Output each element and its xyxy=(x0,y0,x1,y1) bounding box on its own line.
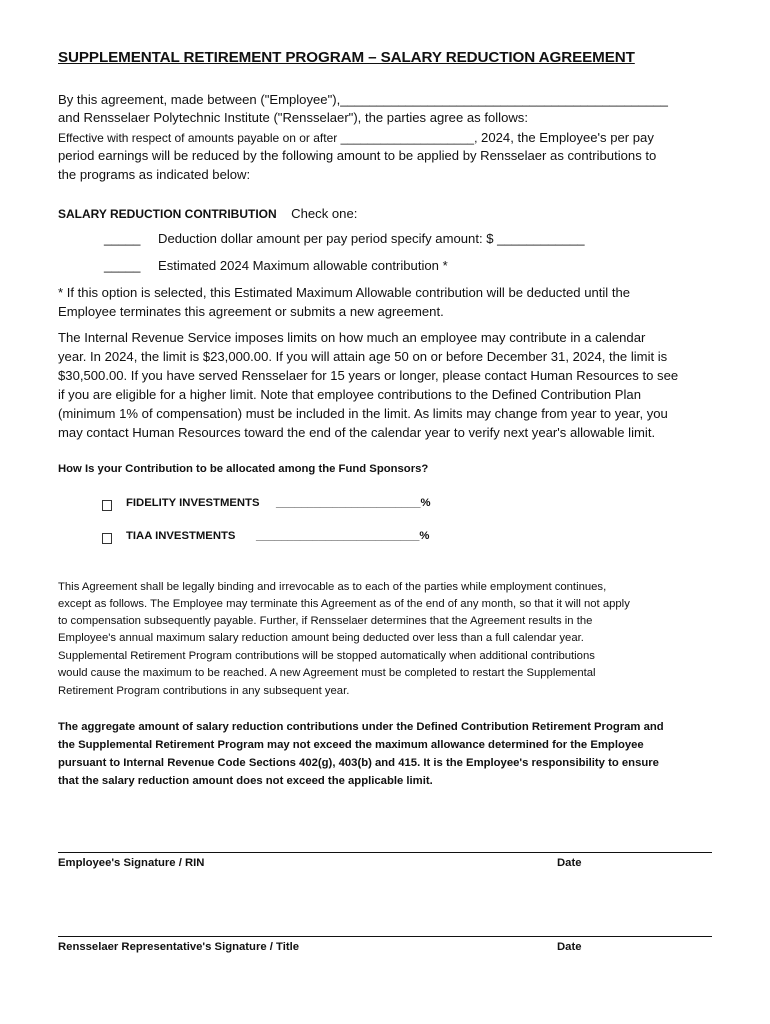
fidelity-percent-field[interactable]: _______________________% xyxy=(276,497,431,509)
representative-date-label: Date xyxy=(557,941,582,953)
binding-line: to compensation subsequently payable. Further, if Rensselaer determines that the Agreement results in the xyxy=(58,615,593,627)
binding-line: Employee's annual maximum salary reduction amount being deducted over less than a full calendar year. xyxy=(58,632,584,644)
contribution-heading: SALARY REDUCTION CONTRIBUTION xyxy=(58,207,277,221)
intro-line-effective xyxy=(58,129,654,147)
tiaa-checkbox[interactable] xyxy=(102,530,112,548)
check-one-label: Check one: xyxy=(291,206,358,221)
employee-signature-line[interactable] xyxy=(58,852,712,853)
irs-line: if you are eligible for a higher limit. Note that employee contributions to the Defined Contribution Plan xyxy=(58,387,641,402)
binding-line: except as follows. The Employee may terminate this Agreement as of the end of any month, so that it will not apply xyxy=(58,598,630,610)
binding-line: Retirement Program contributions in any subsequent year. xyxy=(58,685,350,697)
aggregate-line: that the salary reduction amount does not exceed the applicable limit. xyxy=(58,775,433,787)
tiaa-label: TIAA INVESTMENTS xyxy=(126,530,236,542)
aggregate-line: pursuant to Internal Revenue Code Sections 402(g), 403(b) and 415. It is the Employee's responsibility to ensure xyxy=(58,757,659,769)
document-title: SUPPLEMENTAL RETIREMENT PROGRAM – SALARY REDUCTION AGREEMENT xyxy=(58,49,635,66)
irs-line: The Internal Revenue Service imposes limits on how much an employee may contribute in a calendar xyxy=(58,330,646,345)
contribution-heading-row xyxy=(58,205,357,223)
intro-line-parties: and Rensselaer Polytechnic Institute ("Rensselaer"), the parties agree as follows: xyxy=(58,110,528,125)
binding-line: This Agreement shall be legally binding and irrevocable as to each of the parties while employment continues, xyxy=(58,581,607,593)
representative-signature-line[interactable] xyxy=(58,936,712,937)
binding-line: would cause the maximum to be reached. A new Agreement must be completed to restart the Supplemental xyxy=(58,667,596,679)
option-dollar-amount-blank[interactable]: _____ xyxy=(104,231,141,246)
irs-line: may contact Human Resources toward the end of the calendar year to verify next year's allowable limit. xyxy=(58,425,656,440)
representative-signature-label: Rensselaer Representative's Signature / Title xyxy=(58,941,300,953)
binding-line: Supplemental Retirement Program contributions will be stopped automatically when additional contributions xyxy=(58,650,595,662)
aggregate-line: The aggregate amount of salary reduction contributions under the Defined Contribution Retirement Program and xyxy=(58,721,664,733)
tiaa-percent-field[interactable]: __________________________% xyxy=(256,530,430,542)
fidelity-label: FIDELITY INVESTMENTS xyxy=(126,497,260,509)
footnote-line-1: * If this option is selected, this Estimated Maximum Allowable contribution will be deducted until the xyxy=(58,285,631,300)
option-maximum-blank[interactable]: _____ xyxy=(104,258,141,273)
option-maximum-label: Estimated 2024 Maximum allowable contribution * xyxy=(158,258,448,273)
fidelity-checkbox[interactable] xyxy=(102,497,112,515)
irs-line: (minimum 1% of compensation) must be included in the limit. As limits may change from year to year, you xyxy=(58,406,668,421)
intro-line-employee: By this agreement, made between ("Employee"),_____________________________________________ xyxy=(58,92,668,107)
irs-line: year. In 2024, the limit is $23,000.00. If you will attain age 50 on or before December 31, 2024, the limit is xyxy=(58,349,668,364)
irs-line: $30,500.00. If you have served Rensselaer for 15 years or longer, please contact Human Resources to see xyxy=(58,368,679,383)
employee-signature-label: Employee's Signature / RIN xyxy=(58,857,205,869)
effective-year-text: 2024, the Employee's per pay xyxy=(477,130,654,145)
option-dollar-amount-label: Deduction dollar amount per pay period specify amount: $ ____________ xyxy=(158,231,585,246)
effective-date-text: Effective with respect of amounts payable on or after ____________________, xyxy=(58,131,478,145)
intro-line-programs: the programs as indicated below: xyxy=(58,167,251,182)
footnote-line-2: Employee terminates this agreement or submits a new agreement. xyxy=(58,304,444,319)
employee-date-label: Date xyxy=(557,857,582,869)
allocation-question: How Is your Contribution to be allocated among the Fund Sponsors? xyxy=(58,463,429,475)
intro-line-earnings: period earnings will be reduced by the following amount to be applied by Rensselaer as contributions to xyxy=(58,148,657,163)
aggregate-line: the Supplemental Retirement Program may not exceed the maximum allowance determined for the Employee xyxy=(58,739,644,751)
